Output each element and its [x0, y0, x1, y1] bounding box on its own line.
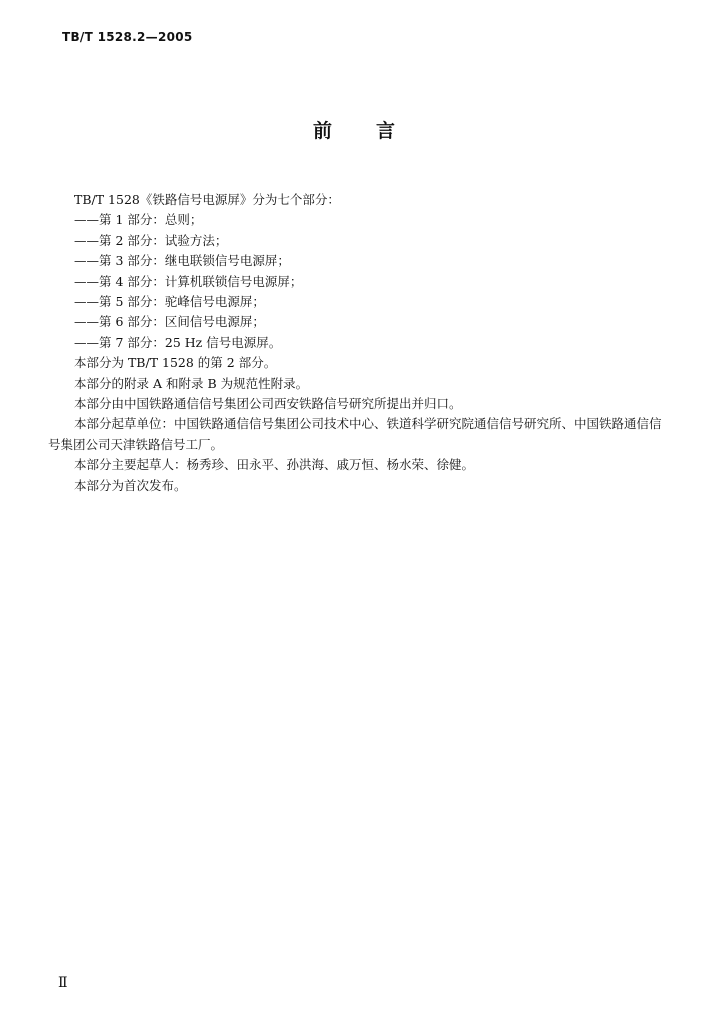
intro-paragraph: TB/T 1528《铁路信号电源屏》分为七个部分： [74, 192, 340, 207]
part-list-item: ——第 4 部分：计算机联锁信号电源屏； [74, 273, 303, 289]
body-paragraph: 本部分为 TB/T 1528 的第 2 部分。 [74, 355, 277, 371]
body-paragraph: 本部分主要起草人：杨秀珍、田永平、孙洪海、戚万恒、杨水荣、徐健。 [74, 457, 475, 473]
document-id-header: TB/T 1528.2—2005 [62, 30, 193, 44]
body-paragraph: 本部分为首次发布。 [74, 477, 187, 493]
page-number: Ⅱ [58, 975, 68, 991]
part-list-item: ——第 1 部分：总则； [74, 212, 203, 228]
foreword-body [48, 190, 668, 496]
body-paragraph: 本部分起草单位：中国铁路通信信号集团公司技术中心、铁道科学研究院通信信号研究所、中国铁路通信信号集团公司天津铁路信号工厂。 [48, 416, 662, 452]
part-list-item: ——第 3 部分：继电联锁信号电源屏； [74, 253, 290, 269]
body-paragraph: 本部分的附录 A 和附录 B 为规范性附录。 [74, 375, 309, 391]
section-title: 前言 [312, 120, 439, 142]
part-list-item: ——第 7 部分：25 Hz 信号电源屏。 [74, 334, 282, 350]
body-paragraph: 本部分由中国铁路通信信号集团公司西安铁路信号研究所提出并归口。 [74, 396, 462, 412]
part-list-item: ——第 2 部分：试验方法； [74, 232, 228, 248]
part-list-item: ——第 5 部分：驼峰信号电源屏； [74, 294, 265, 310]
part-list-item: ——第 6 部分：区间信号电源屏； [74, 314, 265, 330]
